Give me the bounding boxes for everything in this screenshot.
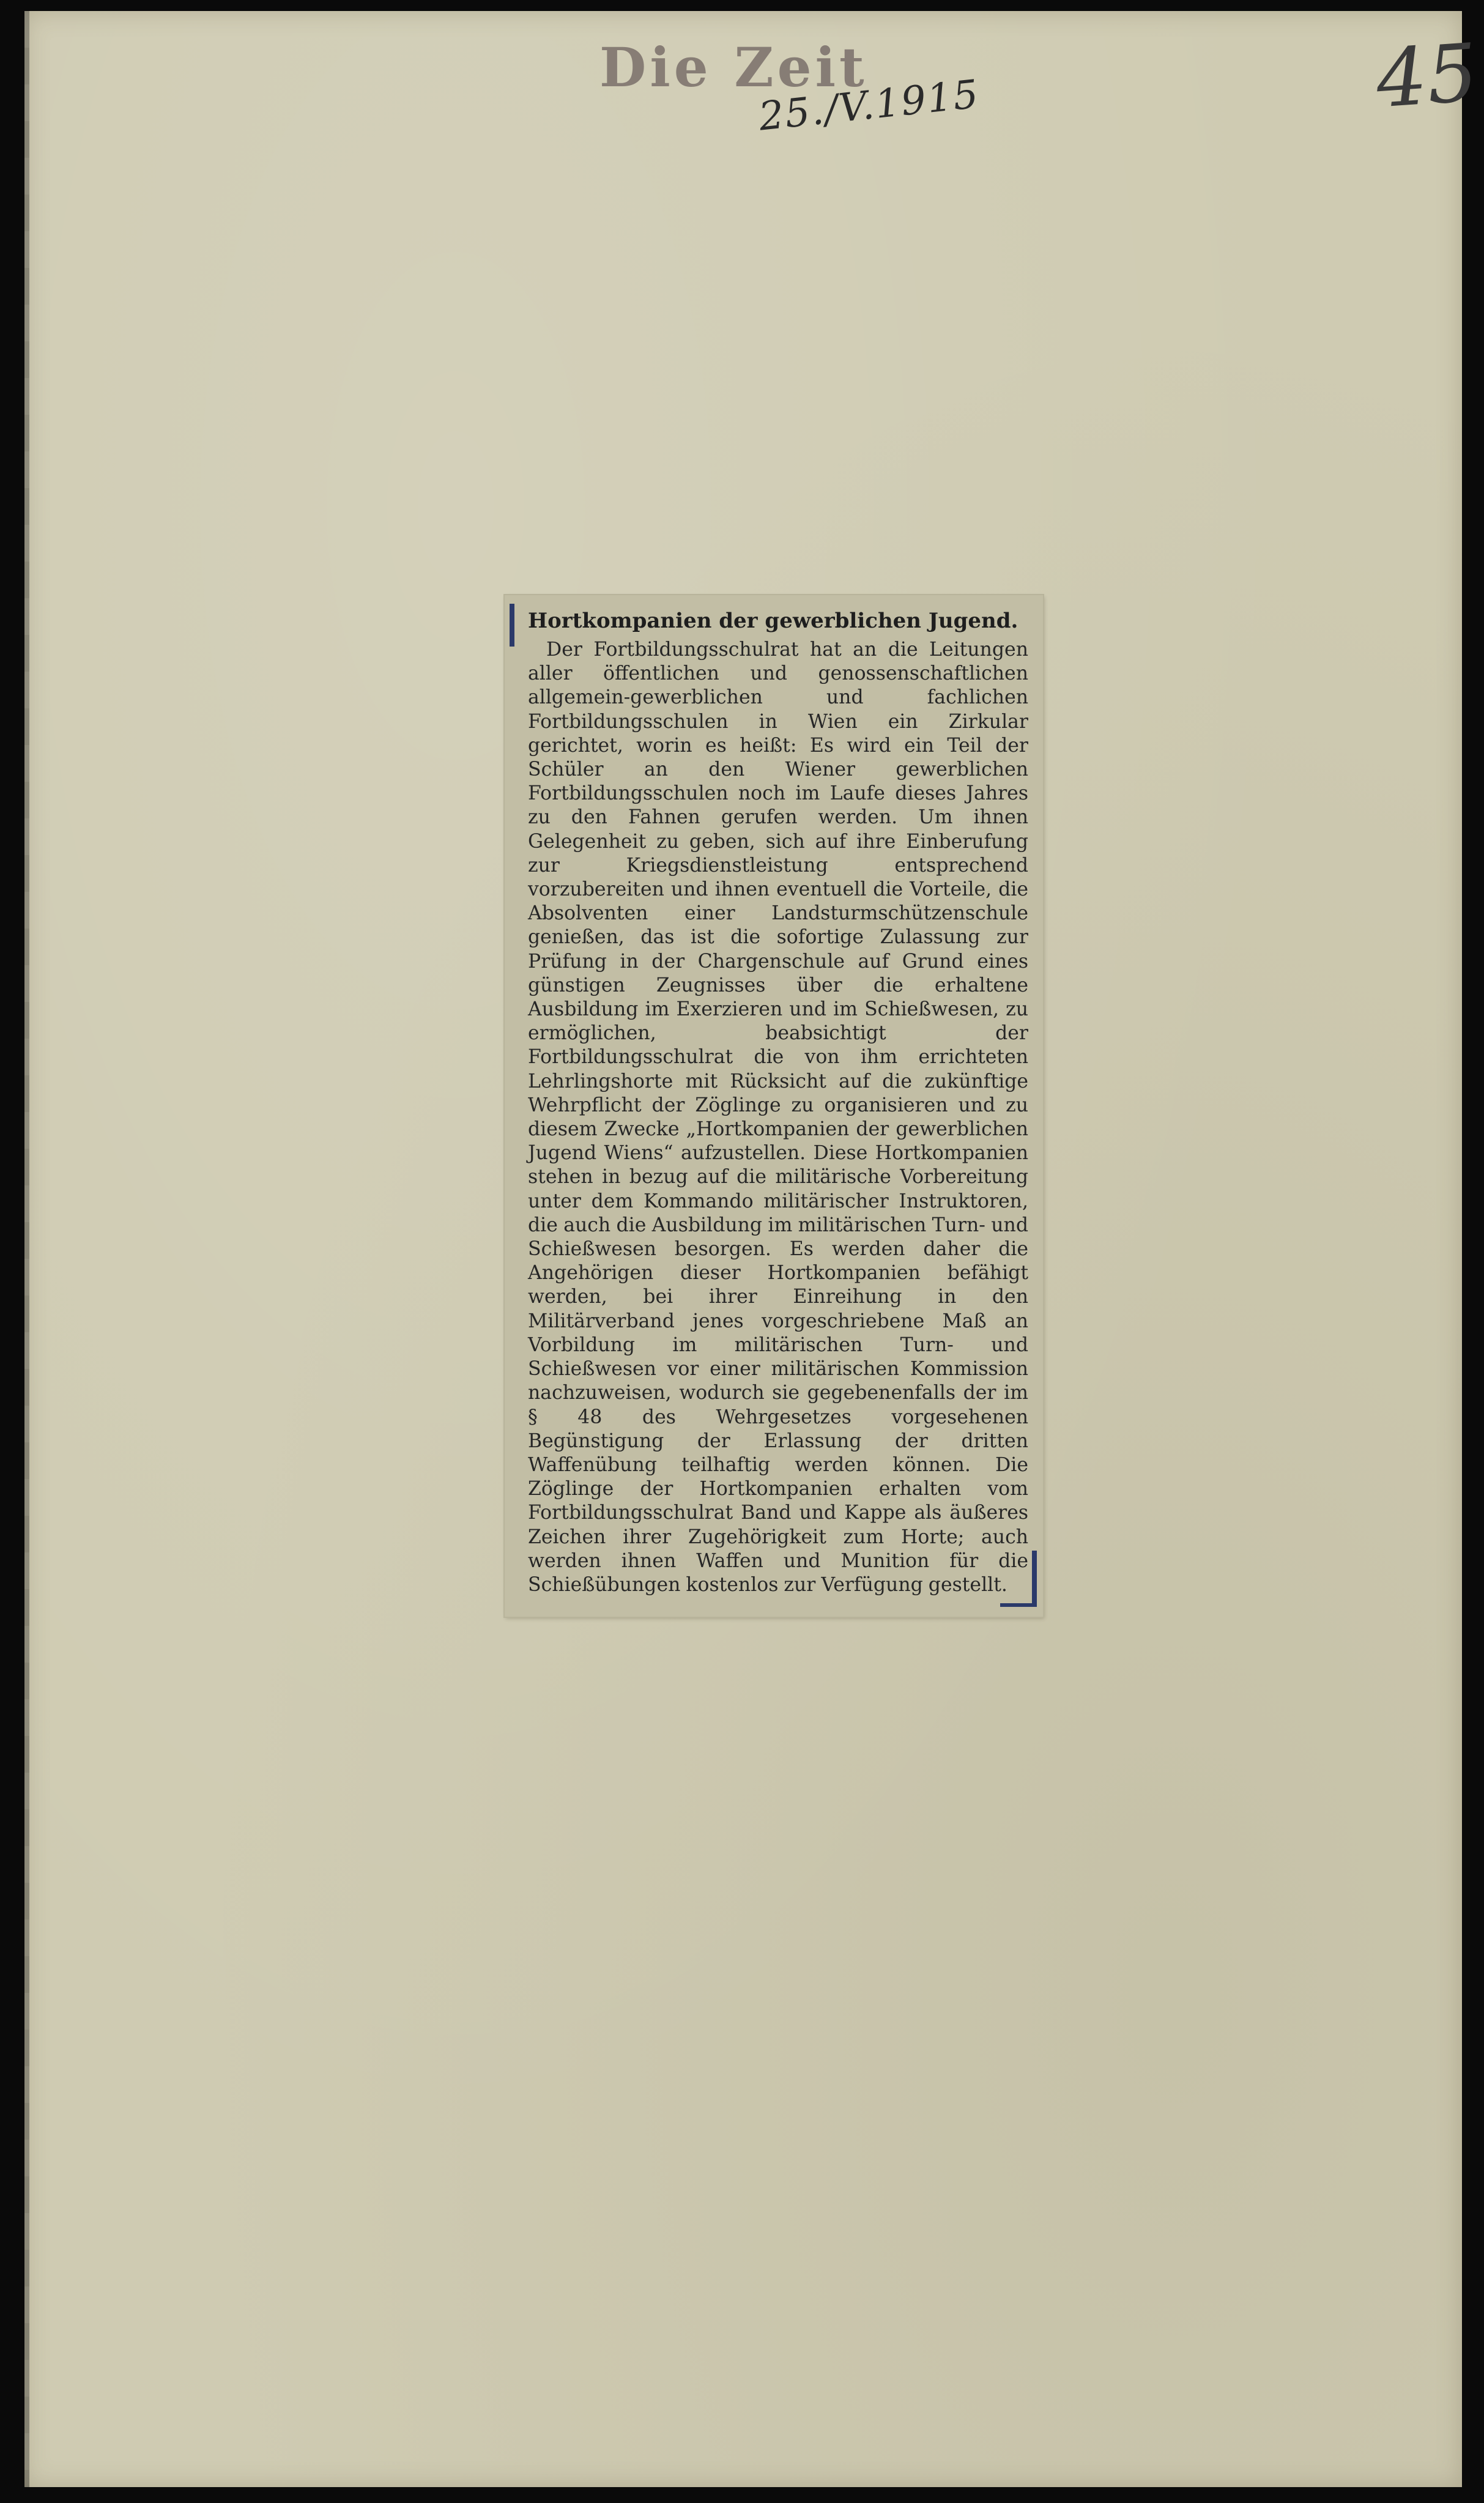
article-headline: Hortkompanien der gewerblichen Jugend.: [528, 609, 1018, 633]
blue-pencil-mark-right: [1032, 1551, 1037, 1606]
handwritten-date: 25./V.1915: [757, 72, 982, 140]
sheet-left-edge: [24, 11, 29, 2487]
blue-pencil-mark-left: [510, 604, 514, 647]
folio-number: 45: [1373, 26, 1481, 126]
blue-pencil-mark-bottom: [1000, 1603, 1037, 1607]
archive-sheet: [24, 11, 1481, 2487]
newspaper-clipping: [505, 595, 1043, 1617]
newspaper-stamp: Die Zeit: [599, 35, 868, 99]
article-body: Der Fortbildungsschulrat hat an die Leitungen aller öffentlichen und genossenschaftlichen allgemein-gewerblichen und fachlichen Fortbildungsschulen in Wien ein Zirkular gerichtet, worin es heißt: Es wird ein Teil der Schüler an den Wiener gewerblichen Fortbildungsschulen noch im Laufe dieses Jahres zu den Fahnen gerufen werden. Um ihnen Gelegenheit zu geben, sich auf ihre Einberufung zur Kriegsdienstleistung entsprechend vorzubereiten und ihnen eventuell die Vorteile, die Absolventen einer Landsturmschützenschule genießen, das ist die sofortige Zulassung zur Prüfung in der Chargenschule auf Grund eines günstigen Zeugnisses über die erhaltene Ausbildung im Exerzieren und im Schießwesen, zu ermöglichen, beabsichtigt der Fortbildungsschulrat die von ihm errichteten Lehrlingshorte mit Rücksicht auf die zukünftige Wehrpflicht der Zöglinge zu organisieren und zu diesem Zwecke „Hortkompanien der gewerblichen Jugend Wiens“ aufzustellen. Diese Hortkompanien stehen in bezug auf die militärische Vorbereitung unter dem Kommando militärischer Instruktoren, die auch die Ausbildung im militärischen Turn- und Schießwesen besorgen. Es werden daher die Angehörigen dieser Hortkompanien befähigt werden, bei ihrer Einreihung in den Militärverband jenes vorgeschriebene Maß an Vorbildung im militärischen Turn- und Schießwesen vor einer militärischen Kommission nachzuweisen, wodurch sie gegebenenfalls der im § 48 des Wehrgesetzes vorgesehenen Begünstigung der Erlassung der dritten Waffenübung teilhaftig werden können. Die Zöglinge der Hortkompanien erhalten vom Fortbildungsschulrat Band und Kappe als äußeres Zeichen ihrer Zugehörigkeit zum Horte; auch werden ihnen Waffen und Munition für die Schießübungen kostenlos zur Verfügung gestellt.: [528, 639, 1028, 1596]
